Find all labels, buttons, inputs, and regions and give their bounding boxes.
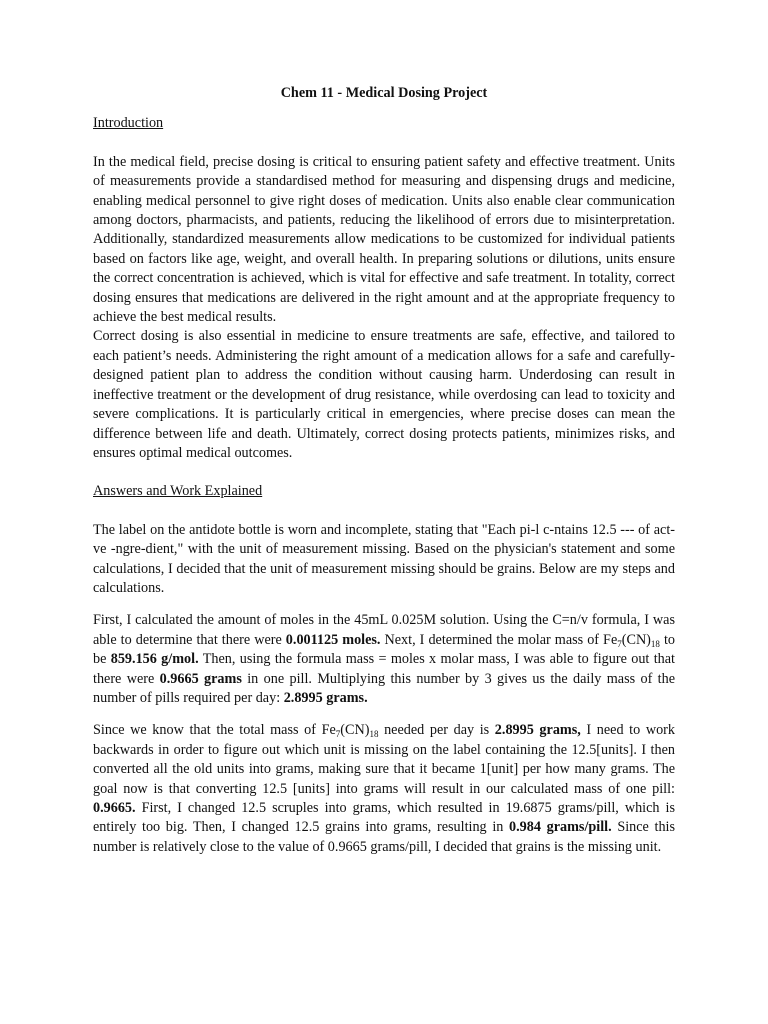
- text-segment: First, I changed 12.5 scruples into grams, which resulted in 19.6875 grams/pill, which is entirely too big. Then, I changed 12.5 grains into grams, resulting in: [93, 800, 675, 836]
- text-segment: in one pill. Multiplying this number by 3 gives us the daily mass of the number of pills required per day:: [93, 670, 676, 706]
- text-segment: Then, using the formula mass = moles x molar mass, I was able to figure out that there were: [93, 651, 675, 687]
- text-segment: Since this number is relatively close to the value of 0.9665 grams/pill, I decided that grains is the missing unit.: [93, 819, 676, 855]
- introduction-paragraph-1: In the medical field, precise dosing is critical to ensuring patient safety and effective treatment. Units of measurements provide a standardised method for measuring and dispensing drugs and medicine, enabling medical personnel to give right doses of medication. Units also enable clear communication among doctors, pharmacists, and patients, reducing the likelihood of errors due to misinterpretation. Additionally, standardized measurements allow medications to be customized for individual patients based on factors like age, weight, and overall health. In preparing solutions or dilutions, units ensure the correct concentration is achieved, which is vital for effective and safe treatment. In totality, correct dosing ensures that medications are delivered in the right amount and at the appropriate frequency to achieve the best medical results.: [93, 153, 675, 326]
- answers-paragraph-2: [93, 611, 675, 708]
- text-segment: needed per day is: [378, 722, 495, 739]
- subscript: 18: [650, 638, 660, 649]
- moles-value: 0.001125 moles.: [285, 631, 381, 648]
- answers-heading: Answers and Work Explained: [93, 483, 263, 500]
- molar-mass-value: 859.156 g/mol.: [110, 651, 199, 668]
- grains-result-value: 0.984 grams/pill.: [509, 819, 612, 836]
- text-segment: (CN): [340, 722, 370, 739]
- text-segment: Next, I determined the molar mass of Fe: [380, 631, 618, 648]
- subscript: 7: [617, 638, 622, 649]
- pill-mass-value: 0.9665 grams: [159, 670, 242, 687]
- subscript: 18: [369, 729, 379, 740]
- answers-paragraph-3: [93, 721, 675, 857]
- text-segment: to be: [93, 631, 675, 668]
- answers-paragraph-1: The label on the antidote bottle is worn and incomplete, stating that "Each pi-l c-ntains 12.5 --- of act-ve -ngre-dient," with the unit of measurement missing. Based on the physician's statement and some calculations, I decided that the unit of measurement missing should be grains. Below are my steps and calculations.: [93, 521, 675, 596]
- text-segment: I need to work backwards in order to figure out which unit is missing on the label containing the 12.5[units]. I then converted all the old units into grams, making sure that it became 1[unit] per how many grams. The goal now is that converting 12.5 [units] into grams will result in our calculated mass of one pill:: [93, 722, 675, 797]
- text-segment: First, I calculated the amount of moles in the 45mL 0.025M solution. Using the C=n/v formula, I was able to determine that there were: [93, 612, 675, 648]
- introduction-paragraph-2: Correct dosing is also essential in medicine to ensure treatments are safe, effective, and tailored to each patient’s needs. Administering the right amount of a medication allows for a safe and carefully-designed patient plan to address the condition without causing harm. Underdosing can result in ineffective treatment or the development of drug resistance, while overdosing can lead to toxicity and severe complications. It is particularly critical in emergencies, where precise doses can mean the difference between life and death. Ultimately, correct dosing protects patients, minimizes risks, and ensures optimal medical outcomes.: [93, 328, 675, 461]
- daily-mass-value: 2.8995 grams.: [283, 689, 368, 706]
- document-title: Chem 11 - Medical Dosing Project: [280, 85, 488, 101]
- text-segment: Since we know that the total mass of Fe: [93, 722, 336, 739]
- daily-mass-value: 2.8995 grams,: [494, 722, 581, 739]
- document-page: [93, 84, 675, 857]
- text-segment: (CN): [621, 631, 651, 648]
- pill-mass-target: 0.9665.: [93, 800, 136, 816]
- introduction-heading: Introduction: [93, 115, 164, 132]
- subscript: 7: [335, 729, 341, 740]
